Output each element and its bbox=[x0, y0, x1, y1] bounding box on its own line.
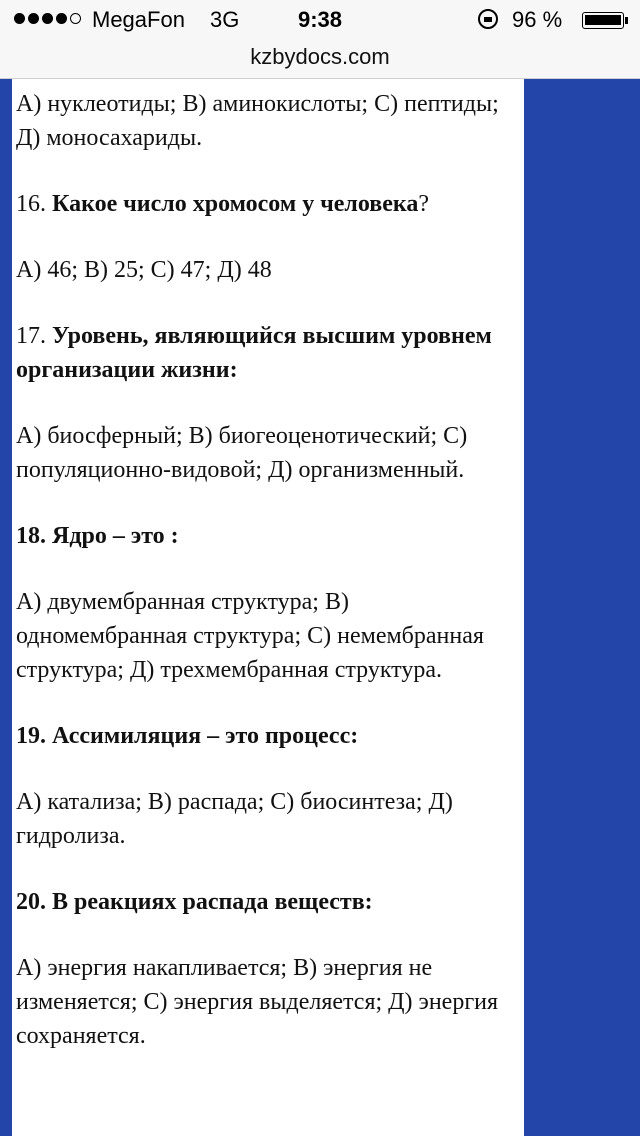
question-20-answers: А) энергия накапливается; В) энергия не изменяется; С) энергия выделяется; Д) энергия сохраняется. bbox=[16, 955, 499, 1049]
status-time: 9:38 bbox=[297, 7, 343, 32]
question-16 bbox=[16, 187, 522, 221]
question-16-suffix: ? bbox=[418, 191, 429, 217]
document-page[interactable] bbox=[12, 79, 524, 1136]
question-20 bbox=[16, 885, 522, 919]
orientation-lock-icon bbox=[478, 9, 498, 29]
carrier-name: MegaFon bbox=[92, 7, 185, 32]
battery-icon bbox=[582, 12, 624, 29]
question-19-text: 19. Ассимиляция – это процесс: bbox=[16, 723, 359, 749]
question-17 bbox=[16, 319, 522, 387]
address-bar[interactable] bbox=[0, 40, 640, 79]
status-bar bbox=[0, 0, 640, 40]
question-18-answers: А) двумембранная структура; В) одномембранная структура; С) немембранная структура; Д) трехмембранная структура. bbox=[16, 589, 484, 683]
question-19-answers: А) катализа; В) распада; С) биосинтеза; Д) гидролиза. bbox=[16, 789, 453, 849]
question-15-answers: А) нуклеотиды; В) аминокислоты; С) пептиды; Д) моносахариды. bbox=[16, 91, 499, 151]
question-17-answers: А) биосферный; В) биогеоценотический; С) популяционно-видовой; Д) организменный. bbox=[16, 423, 468, 483]
question-20-text: 20. В реакциях распада веществ: bbox=[16, 889, 373, 915]
question-16-text: Какое число хромосом у человека bbox=[52, 191, 419, 217]
url-text[interactable]: kzbydocs.com bbox=[250, 44, 390, 69]
signal-strength-icon bbox=[14, 13, 81, 24]
question-16-number: 16. bbox=[16, 191, 46, 217]
question-15-cut-off bbox=[16, 79, 522, 87]
question-16-answers: А) 46; В) 25; С) 47; Д) 48 bbox=[16, 257, 272, 283]
question-19 bbox=[16, 719, 522, 753]
document-content bbox=[16, 79, 522, 1085]
network-type: 3G bbox=[210, 7, 240, 32]
question-18 bbox=[16, 519, 522, 553]
battery-percentage: 96 % bbox=[512, 7, 563, 32]
question-17-text: Уровень, являющийся высшим уровнем организации жизни: bbox=[16, 323, 492, 383]
question-18-text: 18. Ядро – это : bbox=[16, 523, 179, 549]
question-17-number: 17. bbox=[16, 323, 46, 349]
